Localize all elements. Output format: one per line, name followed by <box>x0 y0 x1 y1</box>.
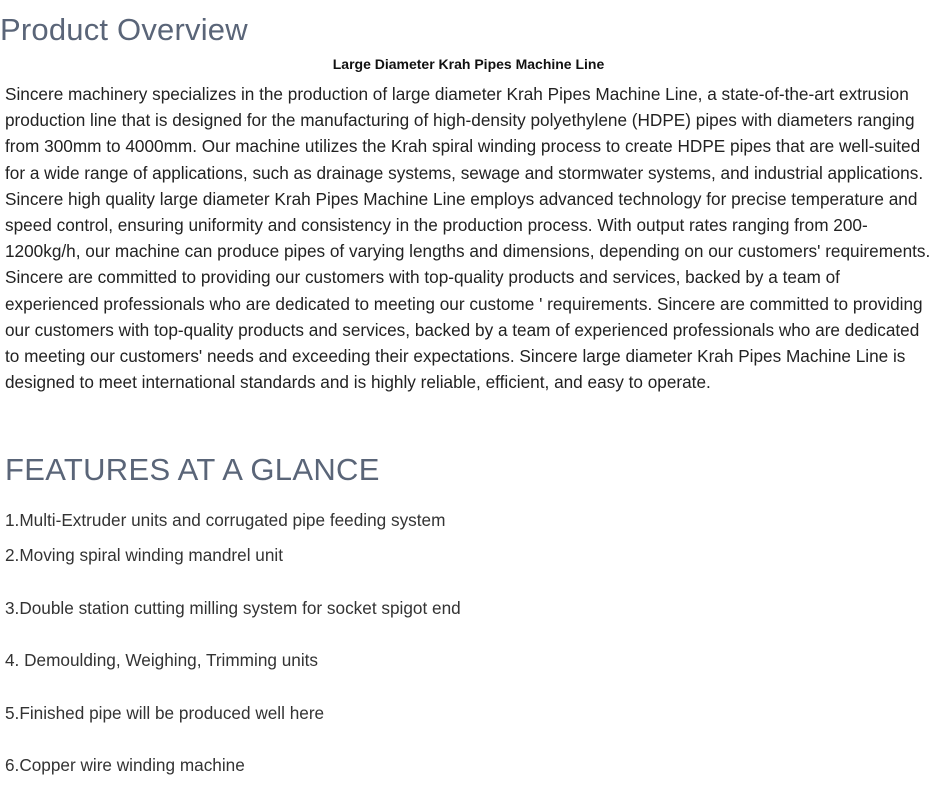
feature-item: 1.Multi-Extruder units and corrugated pipe feeding system <box>5 510 446 530</box>
feature-item: 3.Double station cutting milling system for socket spigot end <box>5 598 461 618</box>
page-title: Product Overview <box>0 12 248 47</box>
feature-item: 5.Finished pipe will be produced well here <box>5 703 325 723</box>
product-description: Sincere machinery specializes in the production of large diameter Krah Pipes Machine Line, a state-of-the-art extrusion production line that is designed for the manufacturing of high-density polyethylene (HDPE) pipes with diameters ranging from 300mm to 4000mm. Our machine utilizes the Krah spiral winding process to create HDPE pipes that are well-suited for a wide range of applications, such as drainage systems, sewage and stormwater systems, and industrial applications. Sincere high quality large diameter Krah Pipes Machine Line employs advanced technology for precise temperature and speed control, ensuring uniformity and consistency in the production process. With output rates ranging from 200-1200kg/h, our machine can produce pipes of varying lengths and dimensions, depending on our customers' requirements. Sincere are committed to providing our customers with top-quality products and services, backed by a team of experienced professionals who are dedicated to meeting our custome ' requirements. Sincere are committed to providing our customers with top-quality products and services, backed by a team of experienced professionals who are dedicated to meeting our customers' needs and exceeding their expectations. Sincere large diameter Krah Pipes Machine Line is designed to meet international standards and is highly reliable, efficient, and easy to operate. <box>5 84 931 393</box>
product-name: Large Diameter Krah Pipes Machine Line <box>332 56 605 72</box>
feature-item: 4. Demoulding, Weighing, Trimming units <box>5 650 319 670</box>
feature-item: 6.Copper wire winding machine <box>5 755 245 775</box>
features-heading: FEATURES AT A GLANCE <box>5 452 380 487</box>
feature-item: 2.Moving spiral winding mandrel unit <box>5 545 284 565</box>
